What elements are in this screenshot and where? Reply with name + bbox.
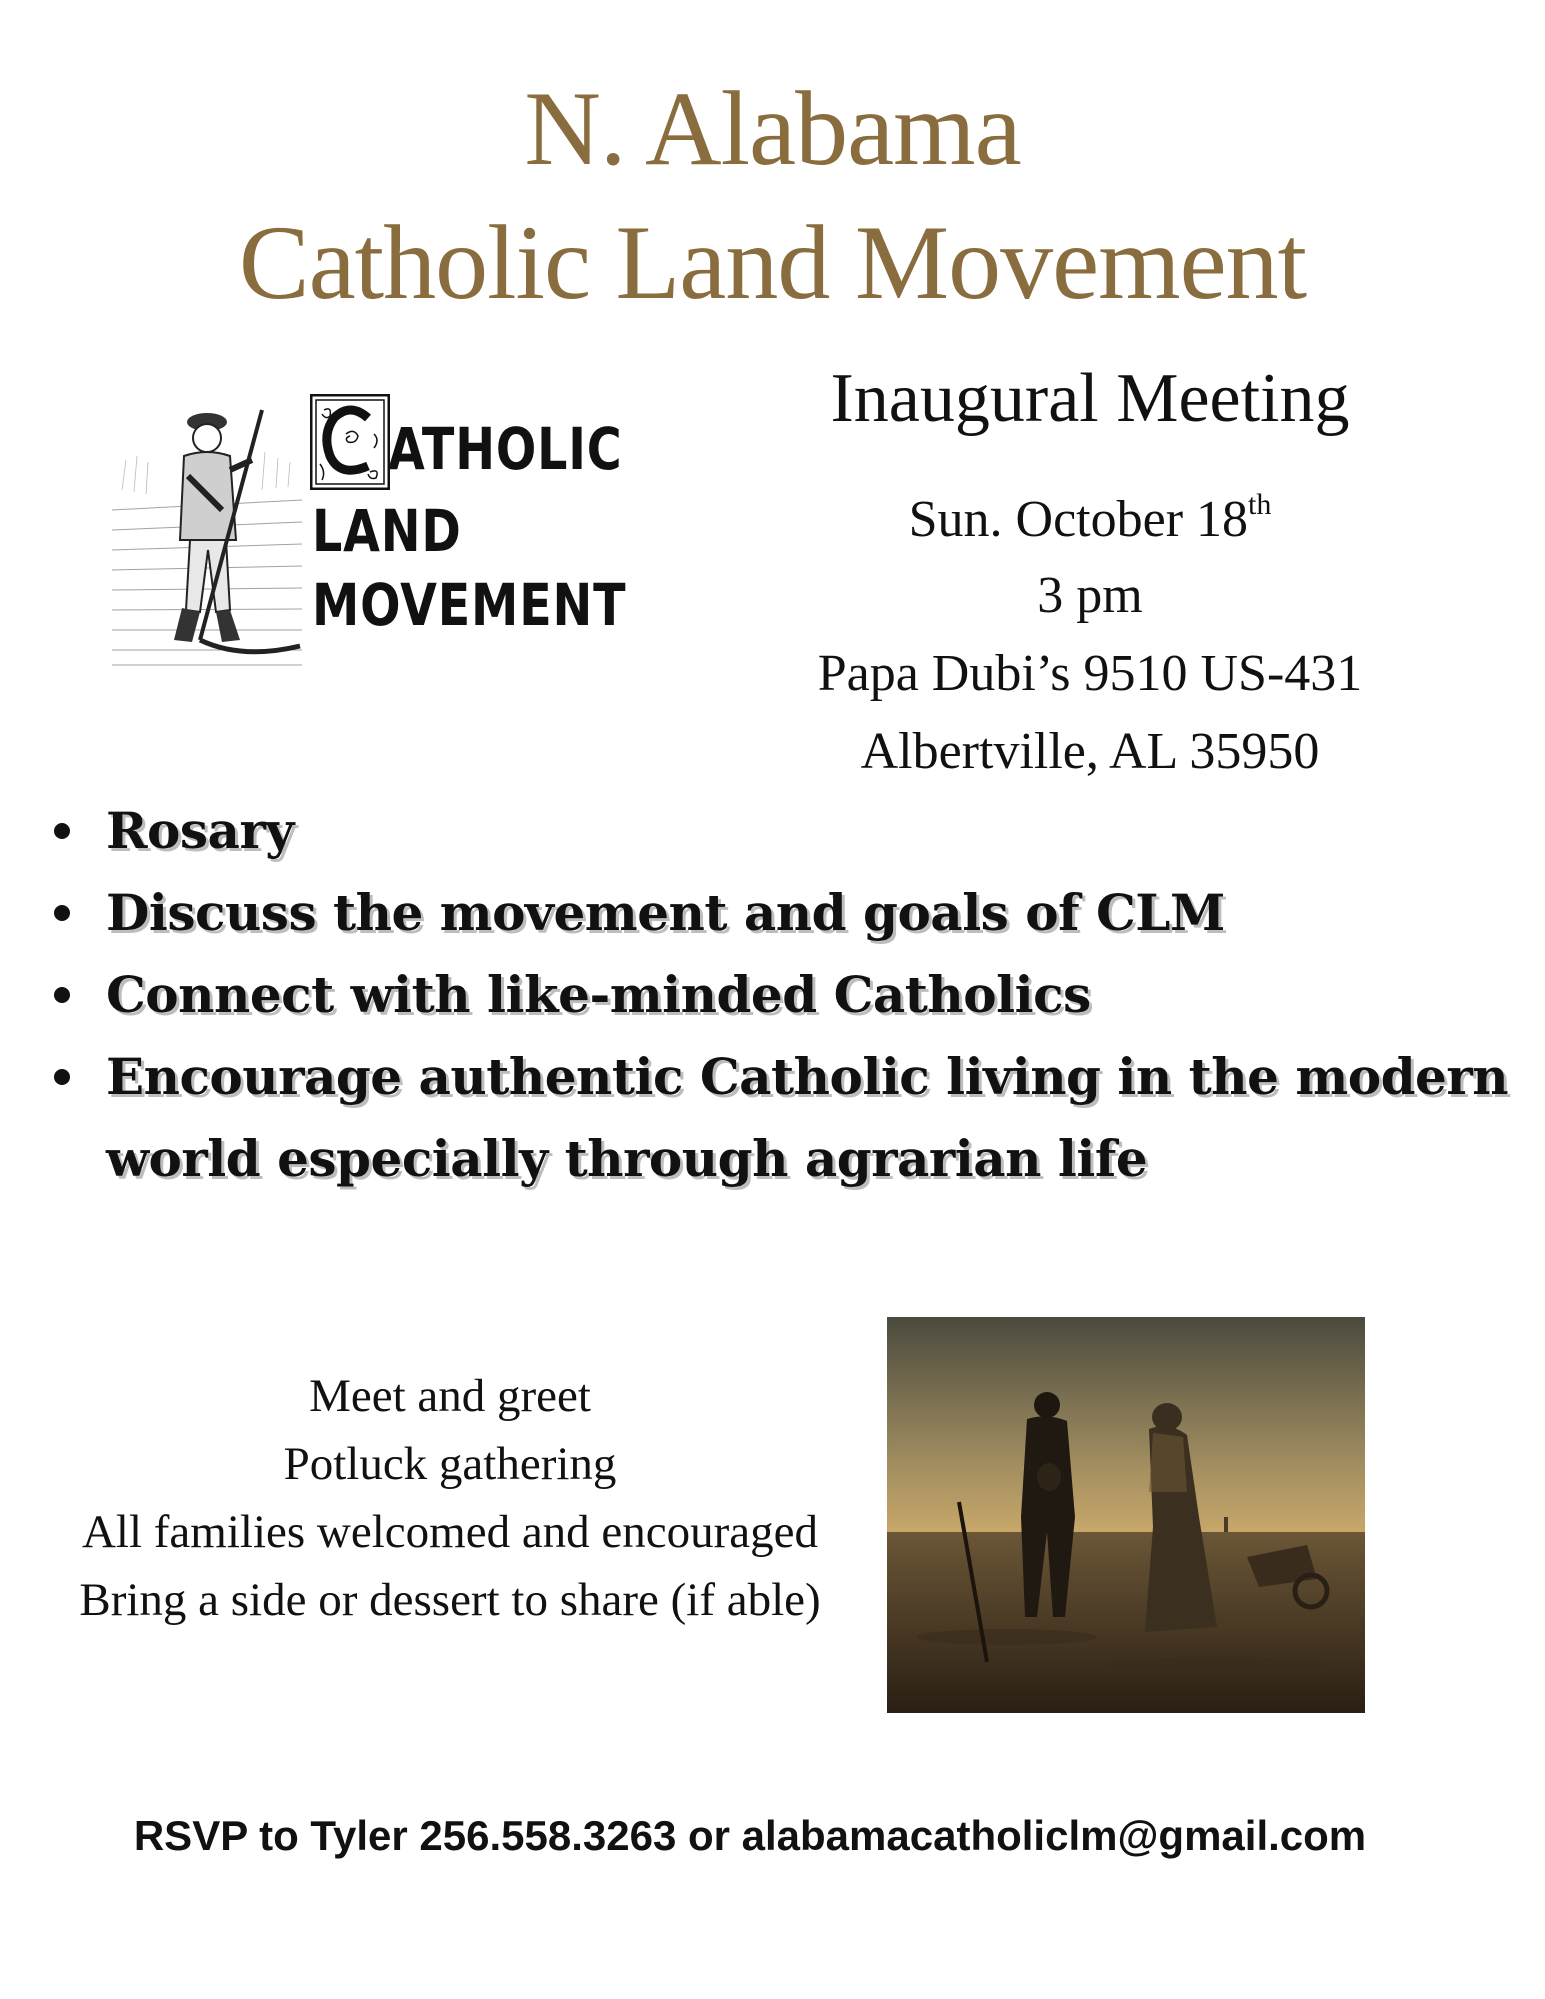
logo-word-land: LAND (312, 497, 462, 565)
detail-line: All families welcomed and encouraged (81, 1506, 819, 1558)
agenda-item-text: Discuss the movement and goals of CLM (106, 883, 1225, 942)
agenda-item (40, 954, 1520, 1036)
bullet-dot-icon (54, 987, 70, 1003)
bullet-dot-icon (54, 1069, 70, 1085)
bullet-dot-icon (54, 905, 70, 921)
date-ordinal-suffix: th (1248, 488, 1272, 521)
title-line-1: N. Alabama (524, 70, 1021, 187)
meeting-date-text: Sun. October 18 (908, 491, 1249, 548)
illuminated-initial-c (310, 394, 390, 490)
agenda-item (40, 1036, 1520, 1200)
meeting-venue: Papa Dubi’s 9510 US-431 (817, 645, 1363, 702)
agenda-item (40, 872, 1520, 954)
agenda-item-text: Connect with like-minded Catholics (106, 965, 1091, 1024)
logo-wordmark (304, 390, 634, 670)
meeting-heading: Inaugural Meeting (830, 360, 1350, 437)
praying-peasants-painting (887, 1317, 1365, 1713)
agenda-item (40, 790, 1520, 872)
bullet-dot-icon (54, 823, 70, 839)
title-line-2: Catholic Land Movement (238, 204, 1307, 321)
detail-line: Meet and greet (309, 1370, 591, 1422)
meeting-time: 3 pm (1037, 567, 1143, 624)
catholic-land-movement-logo (112, 390, 632, 670)
farmer-with-scythe-illustration (112, 390, 302, 670)
rsvp-contact: RSVP to Tyler 256.558.3263 or alabamacatholiclm@gmail.com (133, 1812, 1367, 1859)
detail-line: Potluck gathering (283, 1438, 617, 1490)
logo-word-atholic: ATHOLIC (388, 415, 623, 483)
detail-line: Bring a side or dessert to share (if able) (79, 1574, 821, 1626)
meeting-date (770, 488, 1410, 548)
logo-word-movement: MOVEMENT (312, 571, 627, 639)
agenda-list (40, 790, 1520, 1200)
meeting-city: Albertville, AL 35950 (860, 723, 1320, 780)
agenda-item-text: Rosary (106, 801, 294, 860)
agenda-item-text: Encourage authentic Catholic living in the modern world especially through agrarian life (106, 1047, 1509, 1188)
